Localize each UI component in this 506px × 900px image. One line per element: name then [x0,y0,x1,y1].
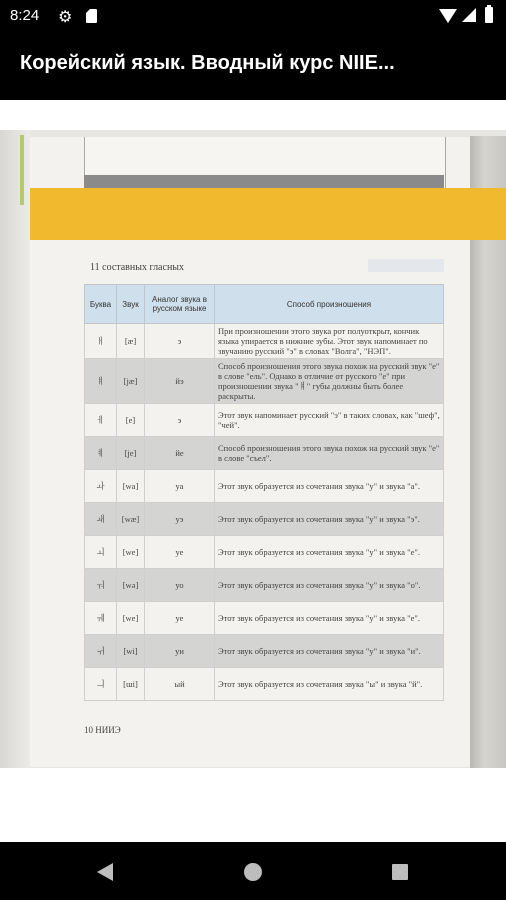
cell-letter: ㅖ [85,437,117,470]
cell-letter: ㅝ [85,569,117,602]
table-row [85,324,444,359]
cell-letter: ㅔ [85,404,117,437]
cell-description: Этот звук образуется из сочетания звука "у" и звука "а". [215,470,444,503]
navigation-bar [0,842,506,900]
recent-apps-icon[interactable] [392,864,408,880]
cell-analog: ый [145,668,215,701]
cell-analog: йэ [145,359,215,404]
cell-description: Этот звук образуется из сочетания звука "у" и звука "э". [215,503,444,536]
sd-card-icon [86,9,97,23]
cell-analog: уо [145,569,215,602]
cell-letter: ㅘ [85,470,117,503]
cell-sound: [æ] [117,324,145,359]
cell-sound: [e] [117,404,145,437]
cell-description: Этот звук образуется из сочетания звука "у" и звука "и". [215,635,444,668]
table-row [85,437,444,470]
table-row [85,470,444,503]
cell-description: Этот звук образуется из сочетания звука "у" и звука "е". [215,536,444,569]
header-pronunciation: Способ произношения [215,285,444,324]
cell-description: Способ произношения этого звука похож на русский звук "е" в слове "ель". Однако в отличие от русского "е" при произношении звука "ㅒ" губы должны быть более раскрыты. [215,359,444,404]
table-row [85,602,444,635]
cell-description: Этот звук образуется из сочетания звука "у" и звука "е". [215,602,444,635]
table-row [85,359,444,404]
cell-letter: ㅟ [85,635,117,668]
page-left-edge [0,130,30,768]
cell-analog: йе [145,437,215,470]
photo-top-strip [0,100,506,130]
cell-letter: ㅢ [85,668,117,701]
cell-letter: ㅚ [85,536,117,569]
page-footer: 10 НИИЭ [84,725,121,735]
cell-analog: э [145,324,215,359]
cell-sound: [we] [117,602,145,635]
cell-analog: уэ [145,503,215,536]
cell-sound: [ɯi] [117,668,145,701]
cell-sound: [je] [117,437,145,470]
home-icon[interactable] [244,863,262,881]
cell-letter: ㅙ [85,503,117,536]
cell-letter: ㅐ [85,324,117,359]
table-row [85,668,444,701]
battery-icon [485,7,493,23]
cell-description: Этот звук образуется из сочетания звука "у" и звука "о". [215,569,444,602]
status-bar [0,0,506,32]
caption-label-box [368,259,444,272]
page-title: Корейский язык. Вводный курс NIIE... [20,52,395,74]
cell-analog: уа [145,470,215,503]
cell-analog: уи [145,635,215,668]
green-edge-marker [20,135,24,205]
cell-description: Способ произношения этого звука похож на русский звук "е" в слове "съел". [215,437,444,470]
gray-header-bar [84,175,444,189]
back-icon[interactable] [97,863,113,881]
cell-sound: [wæ] [117,503,145,536]
app-bar [0,32,506,100]
table-row [85,536,444,569]
cell-description: Этот звук образуется из сочетания звука "ы" и звука "й". [215,668,444,701]
status-time: 8:24 [10,7,40,24]
wifi-icon [439,9,457,23]
cell-sound: [jæ] [117,359,145,404]
table-row [85,635,444,668]
cell-description: Этот звук напоминает русский "э" в таких словах, как "шеф", "чей". [215,404,444,437]
table-row [85,503,444,536]
header-sound: Звук [117,285,145,324]
yellow-band [30,188,506,240]
cell-analog: э [145,404,215,437]
book-page-photo[interactable] [0,100,506,768]
cell-letter: ㅞ [85,602,117,635]
cell-letter: ㅒ [85,359,117,404]
cell-analog: уе [145,602,215,635]
cell-sound: [we] [117,536,145,569]
table-caption: 11 составных гласных [90,262,185,273]
header-letter: Буква [85,285,117,324]
signal-icon [462,8,476,22]
cell-sound: [wə] [117,569,145,602]
header-analog: Аналог звука в русском языке [145,285,215,324]
cell-sound: [wi] [117,635,145,668]
cell-description: При произношении этого звука рот полуоткрыт, кончик языка упирается в нижние зубы. Этот звук напоминает по звучанию русский "э" в словах "Волга", "НЭП". [215,324,444,359]
cell-sound: [wa] [117,470,145,503]
vowels-table [84,284,444,701]
table-row [85,404,444,437]
table-row [85,569,444,602]
gear-icon: ⚙ [58,9,73,26]
image-viewer[interactable] [0,100,506,842]
cell-analog: уе [145,536,215,569]
